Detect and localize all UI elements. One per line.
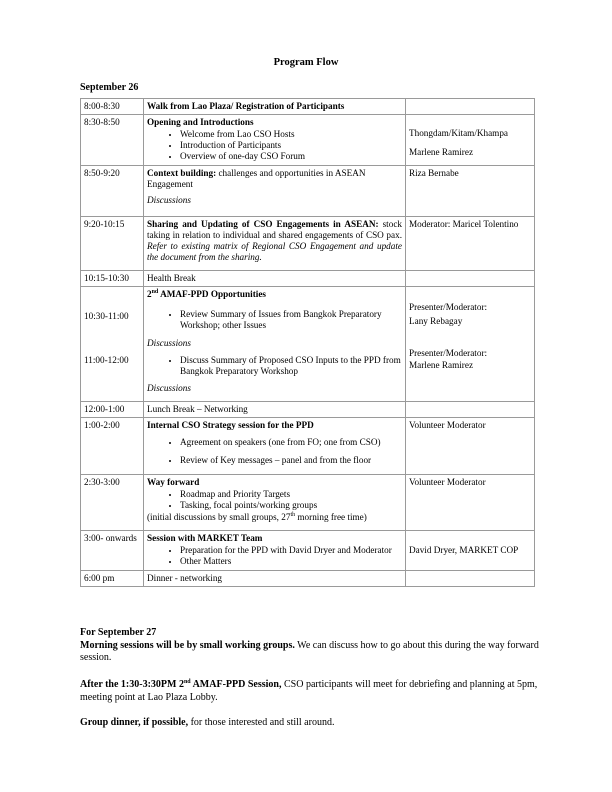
discussion-note: Discussions [147, 195, 191, 206]
person-name: David Dryer, MARKET COP [409, 544, 519, 555]
time-cell: 8:50-9:20 [81, 166, 144, 217]
activity-title: Way forward [147, 476, 200, 487]
activity-title: Internal CSO Strategy session for the PPD [147, 419, 314, 430]
activity-title: Walk from Lao Plaza/ Registration of Participants [147, 101, 345, 111]
list-item: • Introduction of Participants [180, 140, 402, 151]
discussion-note: Discussions [147, 382, 191, 393]
activity-title: 2nd AMAF-PPD Opportunities [147, 289, 266, 300]
person-cell [406, 530, 535, 570]
activity-title: Session with MARKET Team [147, 532, 263, 543]
bullet-list [147, 355, 402, 377]
person-name: Thongdam/Kitam/Khampa [409, 128, 508, 139]
time-cell: 6:00 pm [81, 570, 144, 586]
list-item: • Preparation for the PPD with David Dryer and Moderator [180, 545, 402, 556]
time-cell: 2:30-3:00 [81, 474, 144, 530]
time-cell: 10:15-10:30 [81, 271, 144, 287]
after-session-note: After the 1:30-3:30PM 2nd AMAF-PPD Session, CSO participants will meet for debriefing and planning at 5pm, meeting point at Lao Plaza Lobby. [80, 679, 538, 703]
table-row [81, 417, 535, 474]
presenter-label: Presenter/Moderator: [409, 302, 488, 313]
morning-note: Morning sessions will be by small working groups. We can discuss how to go about this during the way forward session. [80, 639, 539, 663]
list-item: • Tasking, focal points/working groups [180, 500, 402, 511]
list-item: • Overview of one-day CSO Forum [180, 151, 402, 162]
bullet-list [147, 455, 402, 466]
table-row [81, 401, 535, 417]
list-item: • Roadmap and Priority Targets [180, 489, 402, 500]
discussion-note: Discussions [147, 337, 191, 348]
time-cell [81, 287, 144, 401]
list-item: • Other Matters [180, 556, 402, 567]
person-name: Marlene Ramirez [409, 147, 474, 158]
person-cell [406, 99, 535, 115]
september-27-notes [80, 627, 540, 665]
bullet-list [147, 545, 402, 567]
person-name: Moderator: Maricel Tolentino [409, 219, 519, 230]
page-title: Program Flow [273, 57, 339, 68]
time-slot: 11:00-12:00 [84, 355, 129, 366]
person-cell [406, 166, 535, 217]
activity-cell [144, 417, 406, 474]
table-row [81, 115, 535, 166]
bullet-list [147, 437, 402, 448]
activity-text: stock taking in relation to individual and shared engagements of CSO pax. [147, 219, 402, 241]
time-cell: 1:00-2:00 [81, 417, 144, 474]
time-cell: 12:00-1:00 [81, 401, 144, 417]
table-row [81, 271, 535, 287]
table-row [81, 287, 535, 401]
activity-note: Refer to existing matrix of Regional CSO Engagement and update the document from the sharing. [147, 241, 402, 263]
person-name: Marlene Ramirez [409, 359, 474, 370]
bullet-list [147, 309, 402, 331]
person-cell [406, 401, 535, 417]
person-cell [406, 115, 535, 166]
activity-cell [144, 166, 406, 217]
time-cell: 8:30-8:50 [81, 115, 144, 166]
schedule-table [80, 98, 535, 587]
list-item: • Agreement on speakers (one from FO; one from CSO) [180, 437, 402, 448]
bullet-list [147, 489, 402, 511]
table-row [81, 570, 535, 586]
time-slot: 10:30-11:00 [84, 311, 129, 322]
person-cell [406, 417, 535, 474]
group-dinner-note: Group dinner, if possible, for those interested and still around. [80, 717, 335, 728]
person-name: Volunteer Moderator [409, 419, 486, 430]
list-item: • Review of Key messages – panel and from the floor [180, 455, 402, 466]
activity-text: (initial discussions by small groups, 27th morning free time) [147, 511, 367, 522]
table-row [81, 217, 535, 271]
activity-cell [144, 115, 406, 166]
activity-cell: Dinner - networking [144, 570, 406, 586]
person-cell [406, 474, 535, 530]
activity-cell [144, 287, 406, 401]
table-row [81, 99, 535, 115]
activity-cell [144, 99, 406, 115]
activity-title: Opening and Introductions [147, 117, 254, 128]
activity-cell [144, 530, 406, 570]
bullet-list [147, 129, 402, 162]
activity-cell: Lunch Break – Networking [144, 401, 406, 417]
table-row [81, 530, 535, 570]
activity-cell: Health Break [144, 271, 406, 287]
activity-title: Context building: [147, 168, 217, 179]
person-name: Lany Rebagay [409, 316, 463, 327]
table-row [81, 166, 535, 217]
presenter-label: Presenter/Moderator: [409, 348, 488, 359]
time-cell: 3:00- onwards [81, 530, 144, 570]
person-name: Volunteer Moderator [409, 476, 486, 487]
activity-title: Sharing and Updating of CSO Engagements in ASEAN: [147, 219, 379, 230]
date-heading: September 26 [80, 82, 139, 93]
person-cell [406, 287, 535, 401]
time-cell: 9:20-10:15 [81, 217, 144, 271]
person-cell [406, 217, 535, 271]
table-row [81, 474, 535, 530]
activity-cell [144, 474, 406, 530]
person-cell [406, 570, 535, 586]
activity-text: challenges and opportunities in ASEAN Engagement [147, 168, 366, 190]
person-cell [406, 271, 535, 287]
activity-cell [144, 217, 406, 271]
time-cell: 8:00-8:30 [81, 99, 144, 115]
list-item: • Review Summary of Issues from Bangkok Preparatory Workshop; other Issues [180, 309, 402, 331]
list-item: • Discuss Summary of Proposed CSO Inputs to the PPD from Bangkok Preparatory Workshop [180, 355, 402, 377]
section-date: For September 27 [80, 627, 157, 638]
list-item: • Welcome from Lao CSO Hosts [180, 129, 402, 140]
person-name: Riza Bernabe [409, 168, 459, 179]
